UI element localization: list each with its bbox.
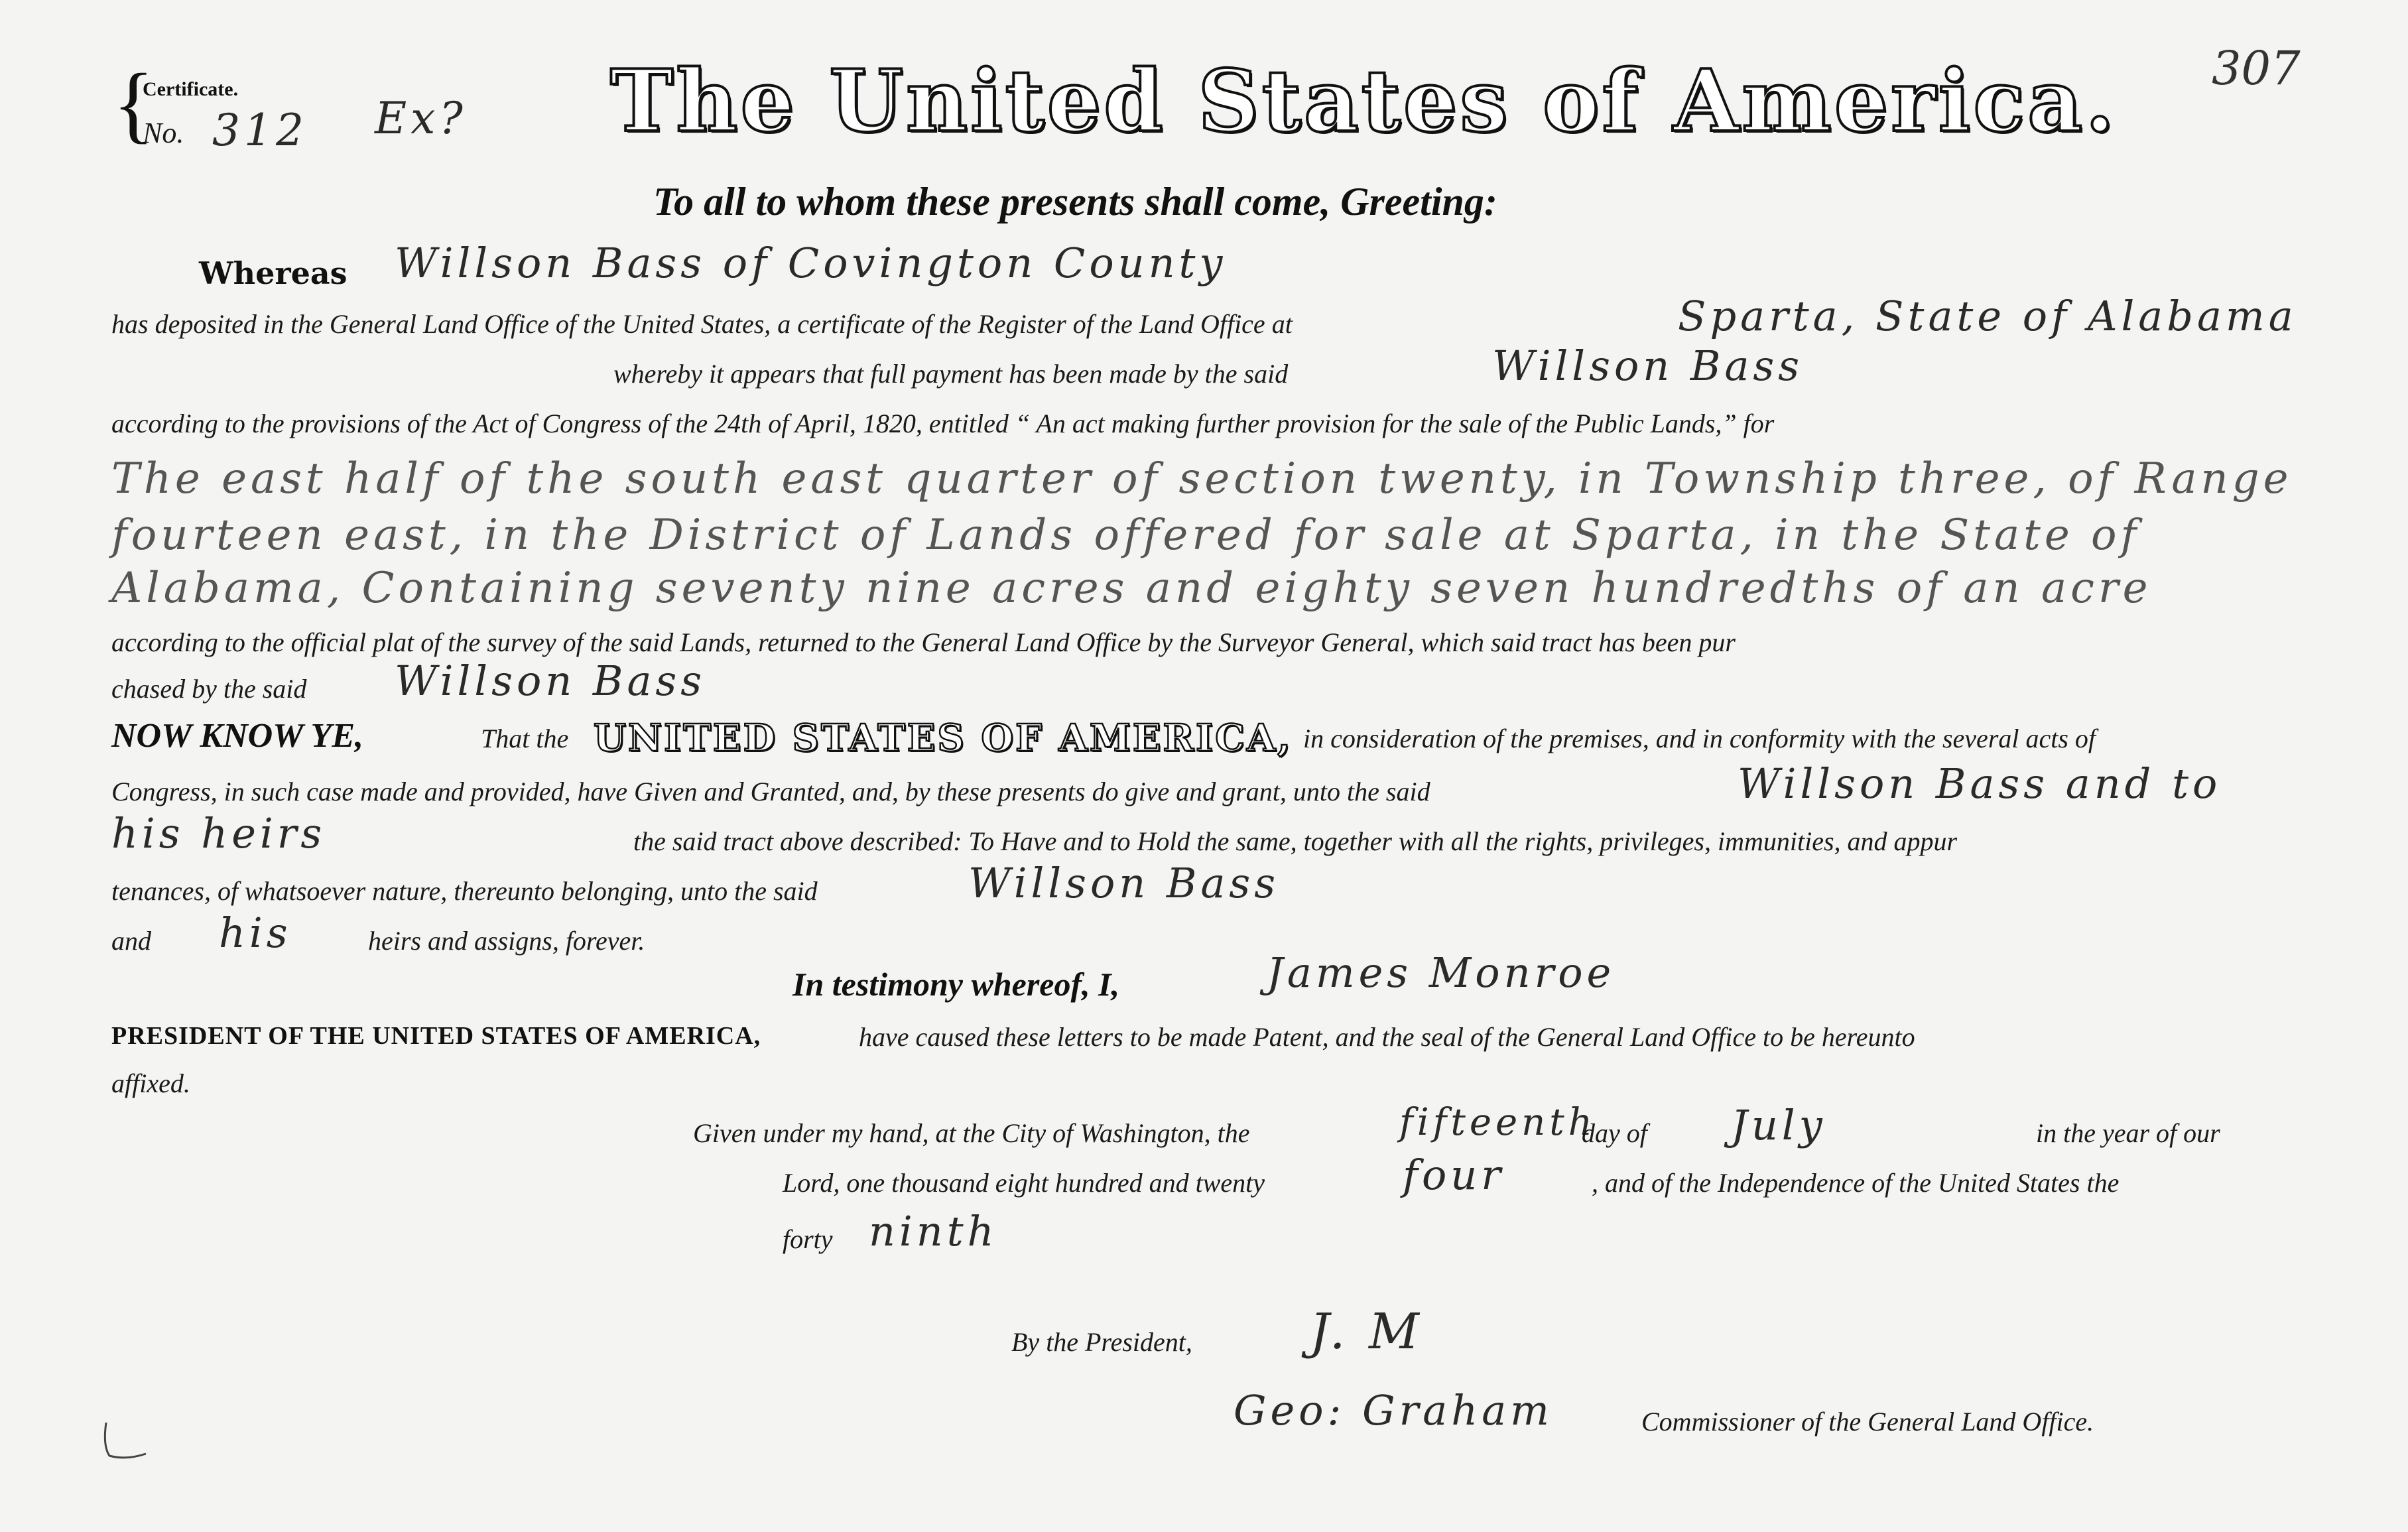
commissioner-title: Commissioner of the General Land Office. bbox=[1641, 1407, 2094, 1436]
president-name: James Monroe bbox=[1267, 948, 1616, 997]
year-of-our: in the year of our bbox=[2036, 1118, 2220, 1148]
document-title: The United States of America. bbox=[610, 52, 2118, 151]
that-the: That the bbox=[481, 724, 569, 753]
now-know-ye: NOW KNOW YE, bbox=[111, 717, 363, 755]
now-know-line-3: the said tract above described: To Have and to Hold the same, together with all the rights, privileges, immunities, and appur bbox=[633, 826, 1958, 856]
testimony-lead: In testimony whereof, I, bbox=[792, 966, 1120, 1003]
testimony-line-1: have caused these letters to be made Patent, and the seal of the General Land Office to be hereunto bbox=[859, 1022, 1915, 1052]
certificate-number: 312 bbox=[212, 105, 308, 156]
ex-mark: Ex? bbox=[375, 93, 467, 144]
day-of: day of bbox=[1582, 1118, 1647, 1148]
given-line-2-rest: , and of the Independence of the United States the bbox=[1592, 1168, 2120, 1198]
testimony-line-2: affixed. bbox=[111, 1068, 190, 1098]
commissioner-signature: Geo: Graham bbox=[1234, 1386, 1553, 1435]
now-know-line-2: Congress, in such case made and provided, have Given and Granted, and, by these presents do give and grant, unto the said bbox=[111, 777, 1430, 806]
given-year-word: four bbox=[1403, 1151, 1505, 1199]
grantee-name-3: Willson Bass bbox=[968, 859, 1280, 907]
grantee-name-1: Willson Bass bbox=[1492, 342, 1804, 390]
grantee-county-line: Willson Bass of Covington County bbox=[395, 239, 1227, 287]
land-description-line-1: The east half of the south east quarter of section twenty, in Township three, of Range bbox=[111, 454, 2293, 503]
and-label: and bbox=[111, 926, 151, 956]
greeting: To all to whom these presents shall come, Greeting: bbox=[653, 180, 1497, 223]
whereas-line-5: chased by the said bbox=[111, 674, 307, 704]
given-line-2: Lord, one thousand eight hundred and twenty bbox=[783, 1168, 1265, 1198]
certificate-brace: { bbox=[113, 56, 155, 152]
his-word: his bbox=[219, 909, 292, 957]
whereas-line-2: whereby it appears that full payment has been made by the said bbox=[613, 359, 1289, 389]
president-initials: J. M bbox=[1310, 1303, 1423, 1360]
whereas-line-4: according to the official plat of the survey of the said Lands, returned to the General Land Office by the Surveyor General, which said tract has been pur bbox=[111, 627, 1736, 657]
land-description-line-3: Alabama, Containing seventy nine acres and eighty seven hundredths of an acre bbox=[111, 564, 2152, 613]
page-number: 307 bbox=[2212, 41, 2301, 96]
president-title-caps: PRESIDENT OF THE UNITED STATES OF AMERICA, bbox=[111, 1022, 761, 1050]
by-the-president: By the President, bbox=[1011, 1327, 1192, 1357]
given-month: July bbox=[1731, 1101, 1826, 1149]
now-know-line-4: tenances, of whatsoever nature, thereunto belonging, unto the said bbox=[111, 876, 818, 906]
grantee-and-heirs: Willson Bass and to bbox=[1738, 759, 2222, 808]
land-description-line-2: fourteen east, in the District of Lands offered for sale at Sparta, in the State of bbox=[111, 511, 2141, 560]
usa-caps: UNITED STATES OF AMERICA, bbox=[594, 716, 1293, 760]
land-office-location: Sparta, State of Alabama bbox=[1678, 292, 2297, 340]
heirs-and-assigns: heirs and assigns, forever. bbox=[368, 926, 645, 956]
certificate-no-label: No. bbox=[143, 117, 184, 149]
grantee-name-2: Willson Bass bbox=[395, 657, 706, 705]
whereas-line-1: has deposited in the General Land Office of the United States, a certificate of the Register of the Land Office at bbox=[111, 309, 1293, 339]
margin-mark bbox=[99, 1419, 153, 1466]
whereas-line-3: according to the provisions of the Act of Congress of the 24th of April, 1820, entitled “ An act making further provision for the sale of the Public Lands,” for bbox=[111, 409, 1775, 438]
now-know-line-1: in consideration of the premises, and in conformity with the several acts of bbox=[1303, 724, 2096, 753]
forty-label: forty bbox=[783, 1224, 833, 1254]
given-day: fifteenth bbox=[1399, 1101, 1596, 1144]
whereas-lead: Whereas bbox=[199, 255, 348, 291]
given-line-1: Given under my hand, at the City of Washington, the bbox=[693, 1118, 1250, 1148]
his-heirs: his heirs bbox=[111, 809, 326, 858]
certificate-label: Certificate. bbox=[143, 78, 239, 100]
independence-year: ninth bbox=[869, 1207, 998, 1255]
